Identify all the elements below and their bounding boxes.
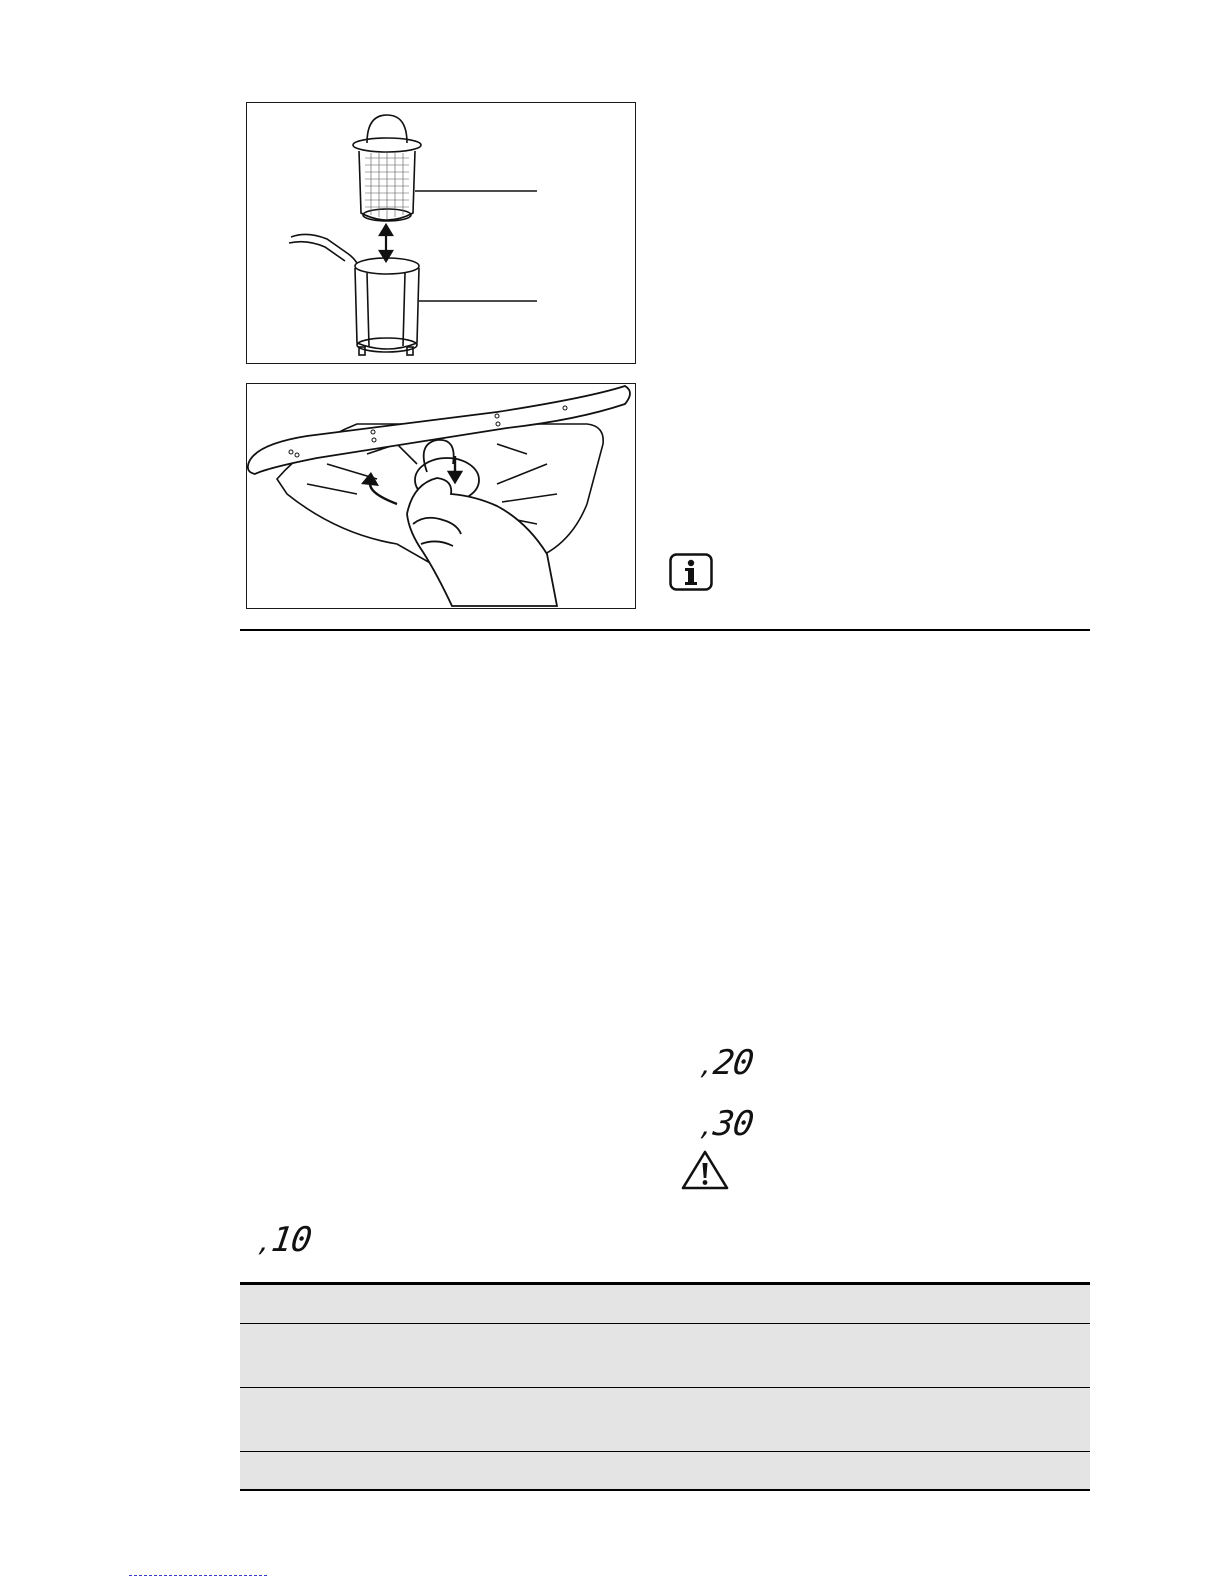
warning-icon — [680, 1149, 730, 1191]
display-code-10: ,10 — [255, 1220, 314, 1260]
display-code-20: ,20 — [697, 1043, 756, 1083]
filter-assembly-illustration — [247, 103, 634, 362]
table-row — [240, 1324, 1090, 1388]
troubleshooting-table — [240, 1282, 1090, 1491]
display-code-30: ,30 — [697, 1104, 756, 1144]
spray-arm-removal-illustration — [247, 384, 634, 607]
filter-assembly-figure — [246, 102, 636, 364]
footer-link[interactable] — [129, 1575, 267, 1576]
table-row — [240, 1388, 1090, 1452]
spray-arm-removal-figure — [246, 383, 636, 609]
table-row — [240, 1452, 1090, 1491]
section-divider — [240, 629, 1090, 631]
table-row — [240, 1285, 1090, 1324]
info-icon — [669, 553, 713, 591]
